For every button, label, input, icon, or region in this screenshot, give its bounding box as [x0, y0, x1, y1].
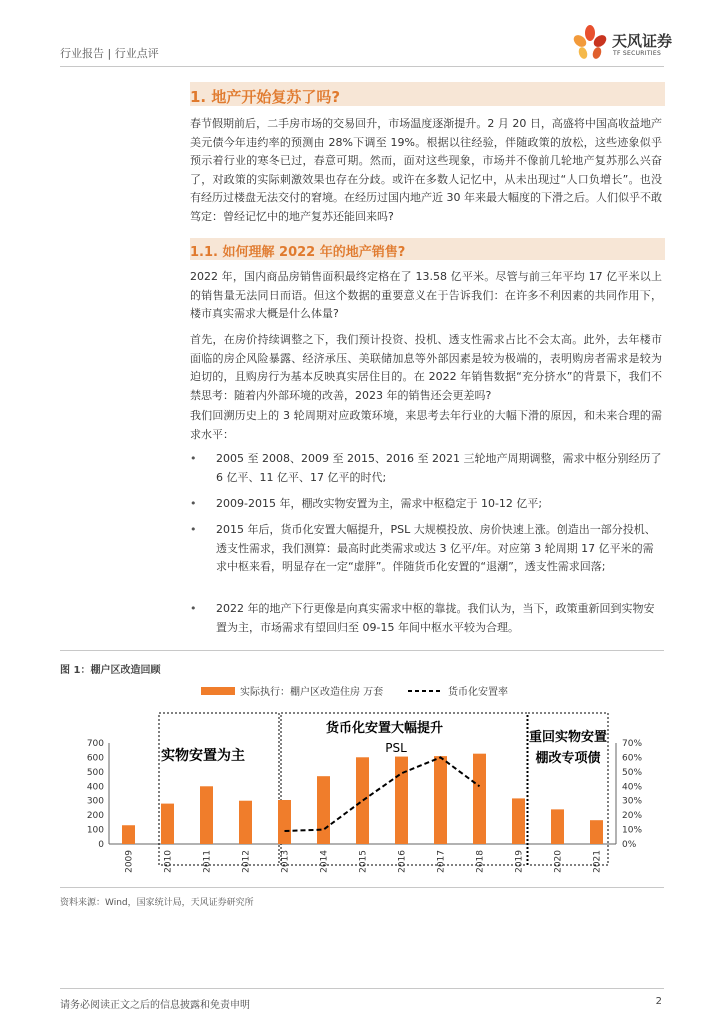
- paragraph-2: 首先，在房价持续调整之下，我们预计投资、投机、透支性需求占比不会太高。此外，去年楼市面临的房企风险暴露、经济承压、美联储加息等外部因素是较为极端的，表明购房者需求是较为迫切的，且购房行为基本反映真实居住目的。在 2022 年销售数据“充分挤水”的背景下，我们不禁思考：随着内外部环境的改善，2023 年的销售还会更差吗?: [190, 333, 662, 402]
- x-tick-label: 2012: [241, 850, 252, 873]
- bullet-marker: •: [190, 497, 197, 510]
- y2-tick-label: 30%: [622, 796, 643, 807]
- bar-2020: [551, 809, 564, 844]
- annotation-monetized: 货币化安置大幅提升: [326, 721, 444, 736]
- section-title: 1. 地产开始复苏了吗?: [190, 88, 341, 106]
- bullet-item: 2015 年后，货币化安置大幅提升，PSL 大规模投放、房价快速上涨。创造出一部分投机、透支性需求，我们测算：最高时此类需求或达 3 亿平/年。对应第 3 轮周期 17 亿平米的需求中枢来看，明显存在一定“虚胖”。伴随货币化安置的“退潮”，透支性需求回落;: [216, 523, 656, 573]
- y-tick-label: 200: [86, 811, 104, 822]
- x-tick-label: 2014: [319, 850, 330, 873]
- bar-2019: [512, 798, 525, 844]
- bullet-marker: •: [190, 452, 197, 465]
- bar-2012: [239, 801, 252, 844]
- bar-2021: [590, 820, 603, 844]
- bar-2018: [473, 754, 486, 844]
- x-tick-label: 2020: [553, 850, 564, 873]
- bar-2014: [317, 776, 330, 844]
- shantytown-chart: [0, 675, 724, 895]
- x-tick-label: 2010: [163, 850, 174, 873]
- annotation-physical: 实物安置为主: [161, 748, 245, 764]
- page-number: 2: [655, 996, 662, 1007]
- bullet-marker: •: [190, 602, 197, 615]
- y2-tick-label: 40%: [622, 782, 643, 793]
- y-tick-label: 600: [86, 753, 104, 764]
- x-tick-label: 2018: [475, 850, 486, 873]
- legend-bar-label: 实际执行：棚户区改造住房 万套: [240, 687, 384, 698]
- report-category: 行业报告 | 行业点评: [60, 47, 159, 60]
- annotation-return: 重回实物安置: [528, 730, 608, 745]
- paragraph-1: 2022 年，国内商品房销售面积最终定格在了 13.58 亿平米。尽管与前三年平均 17 亿平米以上的销售量无法同日而语。但这个数据的重要意义在于告诉我们：在许多不利因素的共同作用下，楼市真实需求大概是什么体量?: [190, 270, 662, 320]
- period-box-physical: [159, 713, 279, 865]
- x-tick-label: 2017: [436, 850, 447, 873]
- legend-line-label: 货币化安置率: [448, 687, 508, 698]
- y-tick-label: 500: [86, 767, 104, 778]
- bar-2009: [122, 825, 135, 844]
- bullet-item: 2005 至 2008、2009 至 2015、2016 至 2021 三轮地产周期调整，需求中枢分别经历了 6 亿平、11 亿平、17 亿平的时代;: [216, 452, 662, 484]
- annotation-psl: PSL: [385, 741, 407, 755]
- y2-tick-label: 70%: [622, 739, 643, 749]
- company-logo: [570, 24, 680, 64]
- y-tick-label: 400: [86, 782, 104, 793]
- x-tick-label: 2009: [124, 850, 135, 873]
- annotation-bond: 棚改专项债: [535, 751, 601, 766]
- bar-2010: [161, 804, 174, 844]
- legend-bar-swatch: [201, 687, 235, 695]
- x-tick-label: 2015: [358, 850, 369, 873]
- paragraph-3: 我们回溯历史上的 3 轮周期对应政策环境，来思考去年行业的大幅下滑的原因，和未来合理的需求水平：: [190, 409, 662, 441]
- bullet-item: 2022 年的地产下行更像是向真实需求中枢的靠拢。我们认为，当下，政策重新回到实物安置为主，市场需求有望回归至 09-15 年间中枢水平较为合理。: [216, 602, 655, 634]
- x-tick-label: 2011: [202, 850, 213, 873]
- bullet-item: 2009-2015 年，棚改实物安置为主，需求中枢稳定于 10-12 亿平;: [216, 497, 543, 510]
- bar-2011: [200, 786, 213, 844]
- figure-bottom-divider: [60, 887, 664, 888]
- figure-title: 图 1：棚户区改造回顾: [60, 665, 161, 676]
- y-tick-label: 100: [86, 825, 104, 836]
- header-divider: [60, 66, 664, 67]
- y2-tick-label: 20%: [622, 811, 643, 822]
- x-tick-label: 2019: [514, 850, 525, 873]
- logo-subtitle: TF SECURITIES: [613, 50, 662, 57]
- x-tick-label: 2021: [592, 850, 603, 873]
- bar-2016: [395, 757, 408, 844]
- logo-name: 天风证券: [612, 32, 673, 50]
- bar-2013: [278, 800, 291, 844]
- y2-tick-label: 0%: [622, 840, 637, 850]
- y-tick-label: 0: [98, 840, 104, 850]
- y-tick-label: 700: [86, 739, 104, 749]
- monetization-rate-line: [285, 757, 480, 831]
- logo-flower-icon: [570, 24, 610, 64]
- bullet-marker: •: [190, 523, 197, 536]
- subsection-title: 1.1. 如何理解 2022 年的地产销售?: [190, 245, 406, 260]
- y2-tick-label: 10%: [622, 825, 643, 836]
- y-tick-label: 300: [86, 796, 104, 807]
- footer-divider: [60, 988, 664, 989]
- disclaimer-text: 请务必阅读正文之后的信息披露和免责申明: [60, 1000, 250, 1011]
- x-tick-label: 2016: [397, 850, 408, 873]
- figure-source: 资料来源：Wind，国家统计局，天风证券研究所: [60, 898, 254, 908]
- figure-top-divider: [60, 650, 664, 651]
- x-tick-label: 2013: [280, 850, 291, 873]
- y2-tick-label: 60%: [622, 753, 643, 764]
- bar-2015: [356, 757, 369, 844]
- intro-paragraph: 春节假期前后，二手房市场的交易回升，市场温度逐渐提升。2 月 20 日，高盛将中国高收益地产美元债今年违约率的预测由 28%下调至 19%。根据以往经验，伴随政策的放松，这些迹象似乎预示着行业的寒冬已过，春意可期。然而，面对这些现象，市场并不像前几轮地产复苏那么兴奋了，对政策的实际刺激效果也存在分歧。或许在多数人记忆中，从未出现过“人口负增长”。也没有经历过楼盘无法交付的窘境。在经历过国内地产近 30 年来最大幅度的下滑之后。人们似乎不敢笃定：曾经记忆中的地产复苏还能回来吗?: [190, 117, 662, 223]
- bar-2017: [434, 756, 447, 844]
- y2-tick-label: 50%: [622, 767, 643, 778]
